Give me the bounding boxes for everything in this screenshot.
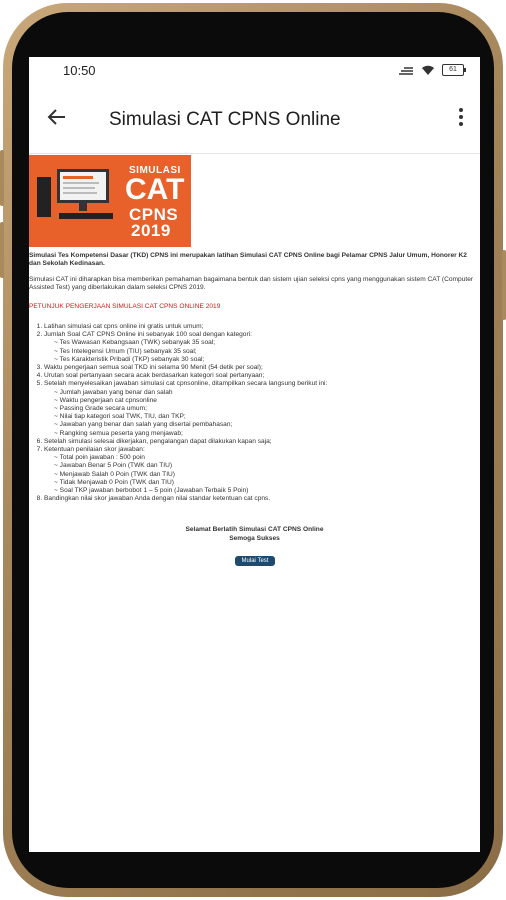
instructions-ordered-list: [29, 323, 480, 503]
instruction-subitem: ~ Jawaban Benar 5 Poin (TWK dan TIU): [54, 462, 173, 470]
instruction-text: Latihan simulasi cat cpns online ini gratis untuk umum;: [44, 323, 204, 330]
instruction-subitem: ~ Tes Intelegensi Umum (TIU) sebanyak 35 soal;: [54, 347, 197, 355]
app-bar: [29, 85, 480, 154]
webview-content[interactable]: [29, 155, 480, 852]
volume-button: [0, 150, 4, 206]
instruction-item: [44, 372, 480, 380]
instruction-item: [44, 446, 480, 495]
instruction-item: [44, 323, 480, 331]
status-bar: [29, 57, 480, 85]
banner-text-cat: CAT: [125, 173, 185, 206]
signal-icon: [398, 64, 414, 76]
computer-icon: [35, 167, 115, 227]
intro-paragraph-1: Simulasi Tes Kompetensi Dasar (TKD) CPNS ini merupakan latihan Simulasi CAT CPNS Online bagi Pelamar CPNS Jalur Umum, Honorer K2 dan Sekolah Kedinasan.: [29, 252, 467, 268]
instruction-subitem: ~ Waktu pengerjaan cat cpnsonline: [54, 396, 157, 404]
instructions-title: PETUNJUK PENGERJAAN SIMULASI CAT CPNS ONLINE 2019: [29, 303, 221, 310]
instruction-text: Setelah menyelesaikan jawaban simulasi cat cpnsonline, ditampilkan secara langsung berikut ini:: [44, 380, 328, 388]
instruction-subitem: ~ Soal TKP jawaban berbobot 1 – 5 poin (Jawaban Terbaik 5 Poin): [54, 487, 249, 495]
instruction-item: [44, 331, 480, 364]
instruction-subitem: ~ Jumlah jawaban yang benar dan salah: [54, 388, 173, 396]
closing-line-2: Semoga Sukses: [229, 535, 280, 542]
instruction-text: Setelah simulasi selesai dikerjakan, pengalangan dapat dilakukan kapan saja;: [44, 437, 272, 445]
intro-paragraph-2: Simulasi CAT ini diharapkan bisa memberikan pemahaman bagaimana bentuk dan sistem ujian seleksi cpns yang menggunakan sistem CAT (Computer Assisted Test) yang diberlakukan dalam seleksi CPNS 2019.: [29, 276, 474, 292]
banner-text-simulasi: SIMULASI: [129, 165, 181, 176]
instruction-text: Urutan soal pertanyaan secara acak berdasarkan kategori soal pertanyaan;: [44, 372, 265, 380]
instruction-subitem: ~ Tidak Menjawab 0 Poin (TWK dan TIU): [54, 478, 174, 486]
screen: [29, 57, 480, 852]
wifi-icon: [420, 64, 436, 76]
instruction-subitem: ~ Total poin jawaban : 500 poin: [54, 454, 145, 462]
instruction-text: Waktu pengerjaan semua soal TKD ini selama 90 Menit (54 detik per soal);: [44, 364, 263, 372]
instruction-item: [44, 364, 480, 372]
banner-text-year: 2019: [131, 221, 171, 240]
instruction-text: Bandingkan nilai skor jawaban Anda dengan nilai standar ketentuan cat cpns.: [44, 495, 271, 503]
instruction-subitem: ~ Rangking semua peserta yang menjawab;: [54, 429, 183, 437]
instruction-text: Jumlah Soal CAT CPNS Online ini sebanyak 100 soal dengan kategori:: [44, 331, 252, 339]
instruction-item: [44, 438, 480, 446]
instruction-item: [44, 380, 480, 437]
instruction-subitem: ~ Tes Wawasan Kebangsaan (TWK) sebanyak 35 soal;: [54, 339, 216, 347]
instruction-subitem: ~ Menjawab Salah 0 Poin (TWK dan TIU): [54, 470, 176, 478]
status-time: 10:50: [63, 63, 96, 78]
instruction-subitem: ~ Nilai tiap kategori soal TWK, TIU, dan TKP;: [54, 413, 186, 421]
instruction-text: Ketentuan penilaian skor jawaban:: [44, 446, 145, 454]
instruction-item: [44, 495, 480, 503]
overflow-menu-icon[interactable]: [456, 105, 466, 129]
closing-line-1: Selamat Berlatih Simulasi CAT CPNS Online: [185, 526, 324, 533]
instruction-subitem: ~ Jawaban yang benar dan salah yang disertai pembahasan;: [54, 421, 233, 429]
power-button: [0, 222, 4, 278]
side-button-right: [502, 250, 506, 320]
instruction-subitem: ~ Passing Grade secara umum;: [54, 405, 147, 413]
status-icons: [398, 64, 464, 76]
banner-text-cpns: CPNS: [129, 205, 179, 224]
page-title: Simulasi CAT CPNS Online: [109, 109, 341, 130]
battery-icon: 61: [442, 64, 464, 76]
instructions-list: [29, 323, 480, 503]
start-test-button[interactable]: Mulai Test: [235, 556, 275, 566]
banner-image: [29, 155, 191, 247]
instruction-subitem: ~ Tes Karakteristik Pribadi (TKP) sebanyak 30 soal;: [54, 355, 205, 363]
back-arrow-icon[interactable]: [45, 105, 69, 129]
